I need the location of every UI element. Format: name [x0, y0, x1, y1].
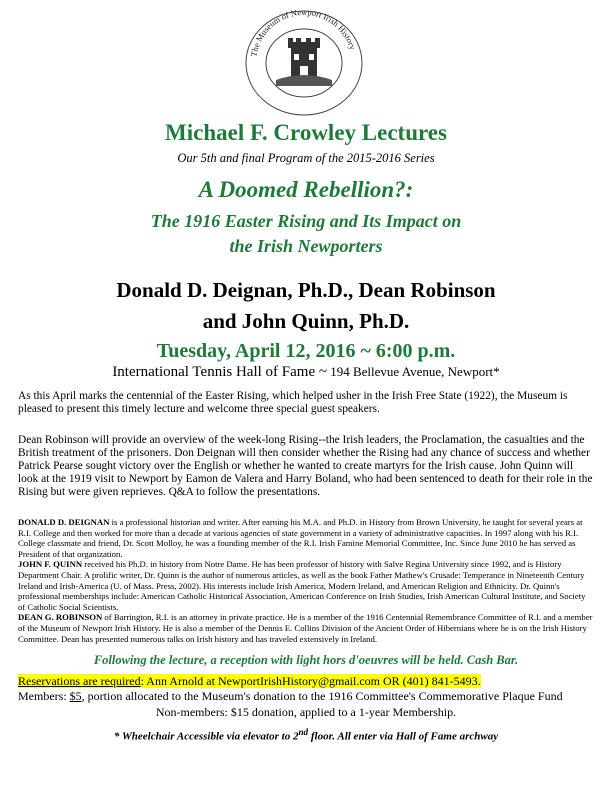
members-price: $5	[69, 689, 82, 703]
event-venue	[0, 364, 612, 381]
nonmembers-pricing: Non-members: $15 donation, applied to a 1-year Membership.	[155, 705, 457, 719]
access-pre: * Wheelchair Accessible via elevator to 2	[113, 730, 299, 743]
reservations-contact[interactable]: : Ann Arnold at NewportIrishHistory@gmail.com OR (401) 841-5493.	[140, 674, 481, 688]
speakers-line-1: Donald D. Deignan, Ph.D., Dean Robinson	[116, 278, 496, 302]
description-paragraph: Dean Robinson will provide an overview of the week-long Rising--the Irish leaders, the Proclamation, the casualties and the British treatment of the prisoners. Don Deignan will then consider whether the Rising had any chance of success and whether Patrick Pearse sought victory over the English or whether he wanted to create martyrs for the Irish cause. John Quinn will look at the 1919 visit to Newport by Eamon de Valera and Harry Boland, who had been sentenced to death for their role in the Rising but were given reprieves. Q&A to follow the presentations.	[18, 434, 593, 498]
logo-ring-text: The Museum of Newport Irish History	[248, 8, 358, 58]
bio-name: DONALD D. DEIGNAN	[18, 517, 110, 527]
bio-text: received his Ph.D. in history from Notre Dame. He has been professor of history with Salve Regina University since 1992, and is History Department Chair. A prolific writer, Dr. Quinn is the author of numerous articles, as well as the book Father Mathew's Crusade: Temperance in Nineteenth Century Ireland and Irish-America (U. of Mass. Press, 2002). His interests include Irish America, Modern Ireland, and American Religion and Ethnicity. Dr. Quinn's professional memberships include: American Catholic Historical Association, American Conference on Irish Studies, Irish American Cultural Institute, and Society of Catholic Social Scientists.	[18, 559, 586, 612]
members-label: Members:	[18, 689, 70, 703]
members-pricing	[18, 689, 563, 704]
members-text: , portion allocated to the Museum's donation to the 1916 Committee's Commemorative Plaque Fund	[81, 689, 563, 703]
reservations-highlight	[18, 674, 481, 688]
series-subtitle: Our 5th and final Program of the 2015-2016 Series	[177, 151, 435, 165]
accessibility-note	[0, 727, 612, 743]
bio-text: is a professional historian and writer. After earning his M.A. and Ph.D. in History from Brown University, he taught for several years at R.I. College and then worked for more than a decade at various agencies of state government in a variety of administrative capacities. In 1997 along with his R.I. College classmate and friend, Dr. Scott Molloy, he was a founding member of the R.I. Irish Famine Memorial Committee, Inc. Since June 2010 he has served as President of that organization.	[18, 517, 583, 559]
bio-robinson	[18, 612, 594, 644]
bio-name: JOHN F. QUINN	[18, 559, 83, 570]
venue-name: International Tennis Hall of Fame ~	[112, 364, 327, 380]
bio-name: DEAN G. ROBINSON	[18, 612, 103, 623]
reservations-label: Reservations are required	[18, 674, 141, 688]
reservations-line	[18, 674, 481, 689]
bio-quinn	[18, 559, 594, 612]
speakers-line-2: and John Quinn, Ph.D.	[202, 309, 410, 333]
speaker-bios	[18, 517, 594, 644]
museum-logo	[236, 8, 372, 118]
lecture-headline: A Doomed Rebellion?:	[198, 177, 414, 202]
intro-paragraph: As this April marks the centennial of the Easter Rising, which helped usher in the Irish Free State (1922), the Museum is pleased to present this timely lecture and welcome three special guest speakers.	[18, 390, 568, 415]
access-sup: nd	[298, 727, 309, 737]
bio-deignan	[18, 517, 594, 559]
access-post: floor. All enter via Hall of Fame archway	[308, 730, 499, 743]
venue-address: 194 Bellevue Avenue, Newport*	[326, 364, 500, 379]
event-datetime: Tuesday, April 12, 2016 ~ 6:00 p.m.	[156, 340, 456, 362]
reception-notice: Following the lecture, a reception with light hors d'oeuvres will be held. Cash Bar.	[93, 653, 519, 667]
round-tower-emblem-icon	[276, 38, 332, 86]
series-title: Michael F. Crowley Lectures	[165, 120, 447, 145]
bio-text: of Barrington, R.I. is an attorney in private practice. He is a member of the 1916 Centennial Remembrance Committee of R.I. and a member of the Museum of Newport Irish History. He is also a member of the Dennis E. Collins Division of the Ancient Order of Hibernians where he is on the Irish History Committee. Dean has presented numerous talks on Irish history and has traveled extensively in Ireland.	[18, 612, 593, 644]
lecture-subtitle-line-2: the Irish Newporters	[229, 236, 383, 256]
lecture-subtitle-line-1: The 1916 Easter Rising and Its Impact on	[150, 211, 462, 231]
